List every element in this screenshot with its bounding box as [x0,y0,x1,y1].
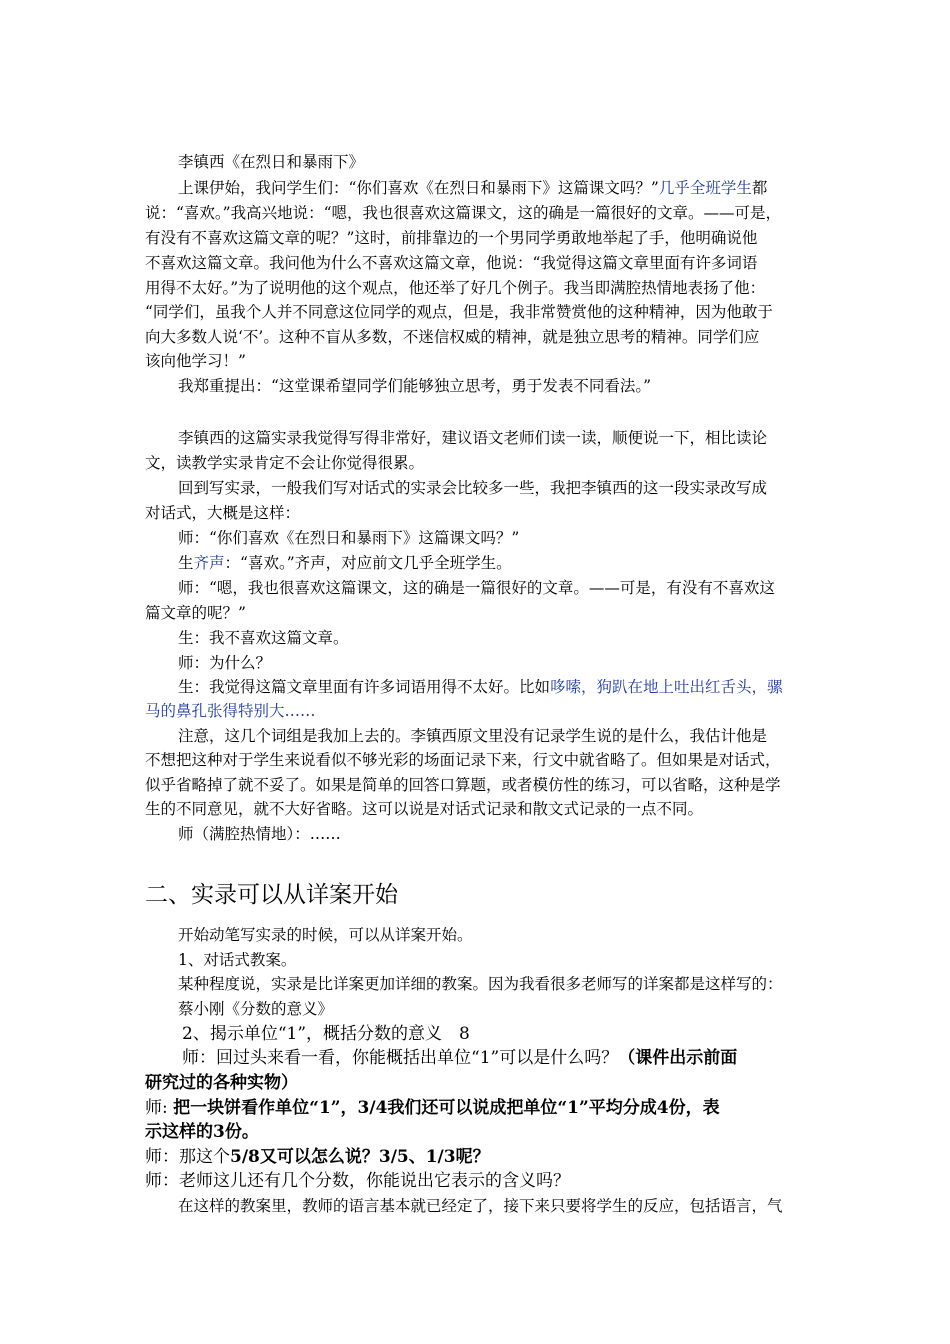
paragraph-line: 文，读教学实录肯定不会让你觉得很累。 [145,454,425,472]
paragraph-line: 说：“喜欢。”我高兴地说：“嗯，我也很喜欢这篇课文，这的确是一篇很好的文章。——可是， [145,204,782,222]
paragraph-line: 示这样的3份。 [145,1122,259,1142]
paragraph-line: 我郑重提出：“这堂课希望同学们能够独立思考，勇于发表不同看法。” [178,377,652,395]
paragraph-line: 在这样的教案里，教师的语言基本就已经定了，接下来只要将学生的反应，包括语言，气 [178,1197,783,1215]
paragraph-line: 注意，这几个词组是我加上去的。李镇西原文里没有记录学生说的是什么，我估计他是 [178,727,768,745]
paragraph-line: 师：回过头来看一看，你能概括出单位“1”可以是什么吗？（课件出示前面 [182,1048,738,1068]
paragraph-line: 有没有不喜欢这篇文章的呢？”这时，前排靠边的一个男同学勇敢地举起了手，他明确说他 [145,229,758,247]
paragraph-line: 生的不同意见，就不大好省略。这可以说是对话式记录和散文式记录的一点不同。 [145,800,704,818]
article-title: 李镇西《在烈日和暴雨下》 [178,153,365,171]
highlight-text: 几乎全班学生 [658,179,752,197]
paragraph-line: 李镇西的这篇实录我觉得写得非常好，建议语文老师们读一读，顺便说一下，相比读论 [178,429,768,447]
dialogue-line: 师：“你们喜欢《在烈日和暴雨下》这篇课文吗？” [178,529,520,547]
paragraph-line: 研究过的各种实物） [145,1073,298,1093]
dialogue-line: 师（满腔热情地）：…… [178,825,341,843]
paragraph-line: 师：老师这儿还有几个分数，你能说出它表示的含义吗？ [145,1171,570,1191]
dialogue-line: 生：我觉得这篇文章里面有许多词语用得不太好。比如哆嗦，狗趴在地上吐出红舌头，骡 [178,678,783,696]
paragraph-line: 1、对话式教案。 [178,951,297,969]
paragraph-line: 师: 把一块饼看作单位“1”，3/4我们还可以说成把单位“1”平均分成4份，表 [145,1098,720,1118]
dialogue-line: 篇文章的呢？” [145,604,246,622]
paragraph-line: 该向他学习！” [145,352,246,370]
paragraph-line: 开始动笔写实录的时候，可以从详案开始。 [178,926,473,944]
highlight-text: 哆嗦，狗趴在地上吐出红舌头，骡 [550,678,783,696]
paragraph-line: 2、揭示单位“1”，概括分数的意义 8 [182,1024,470,1044]
paragraph-line: 不喜欢这篇文章。我问他为什么不喜欢这篇文章，他说：“我觉得这篇文章里面有许多词语 [145,254,758,272]
dialogue-line: 生齐声：“喜欢。”齐声，对应前文几乎全班学生。 [178,554,512,572]
dialogue-line: 师：“嗯，我也很喜欢这篇课文，这的确是一篇很好的文章。——可是，有没有不喜欢这 [178,579,775,597]
paragraph-line: 对话式，大概是这样： [145,504,301,522]
dialogue-line: 师：为什么？ [178,654,272,672]
paragraph-line: 向大多数人说‘不’。这种不盲从多数，不迷信权威的精神，就是独立思考的精神。同学们应 [145,328,760,346]
highlight-text: 齐声 [193,554,225,572]
paragraph-line: “同学们，虽我个人并不同意这位同学的观点，但是，我非常赞赏他的这种精神，因为他敢于 [145,303,773,321]
dialogue-line: 生：我不喜欢这篇文章。 [178,629,349,647]
highlight-text: 马的鼻孔张得特别大…… [145,702,316,720]
paragraph-line: 上课伊始，我问学生们：“你们喜欢《在烈日和暴雨下》这篇课文吗？”几乎全班学生都 [178,179,768,197]
paragraph-line: 不想把这种对于学生来说看似不够光彩的场面记录下来，行文中就省略了。但如果是对话式， [145,751,781,769]
paragraph-line: 某种程度说，实录是比详案更加详细的教案。因为我看很多老师写的详案都是这样写的： [178,975,783,993]
paragraph-line: 师：那这个5/8又可以怎么说？3/5、1/3呢？ [145,1147,490,1167]
paragraph-line: 蔡小刚《分数的意义》 [178,1000,334,1018]
section-heading: 二、实录可以从详案开始 [145,882,398,908]
paragraph-line: 回到写实录，一般我们写对话式的实录会比较多一些，我把李镇西的这一段实录改写成 [178,479,768,497]
paragraph-line: 似乎省略掉了就不妥了。如果是简单的回答口算题，或者模仿性的练习，可以省略，这种是学 [145,776,781,794]
paragraph-line: 用得不太好。”为了说明他的这个观点，他还举了好几个例子。我当即满腔热情地表扬了他： [145,279,766,297]
